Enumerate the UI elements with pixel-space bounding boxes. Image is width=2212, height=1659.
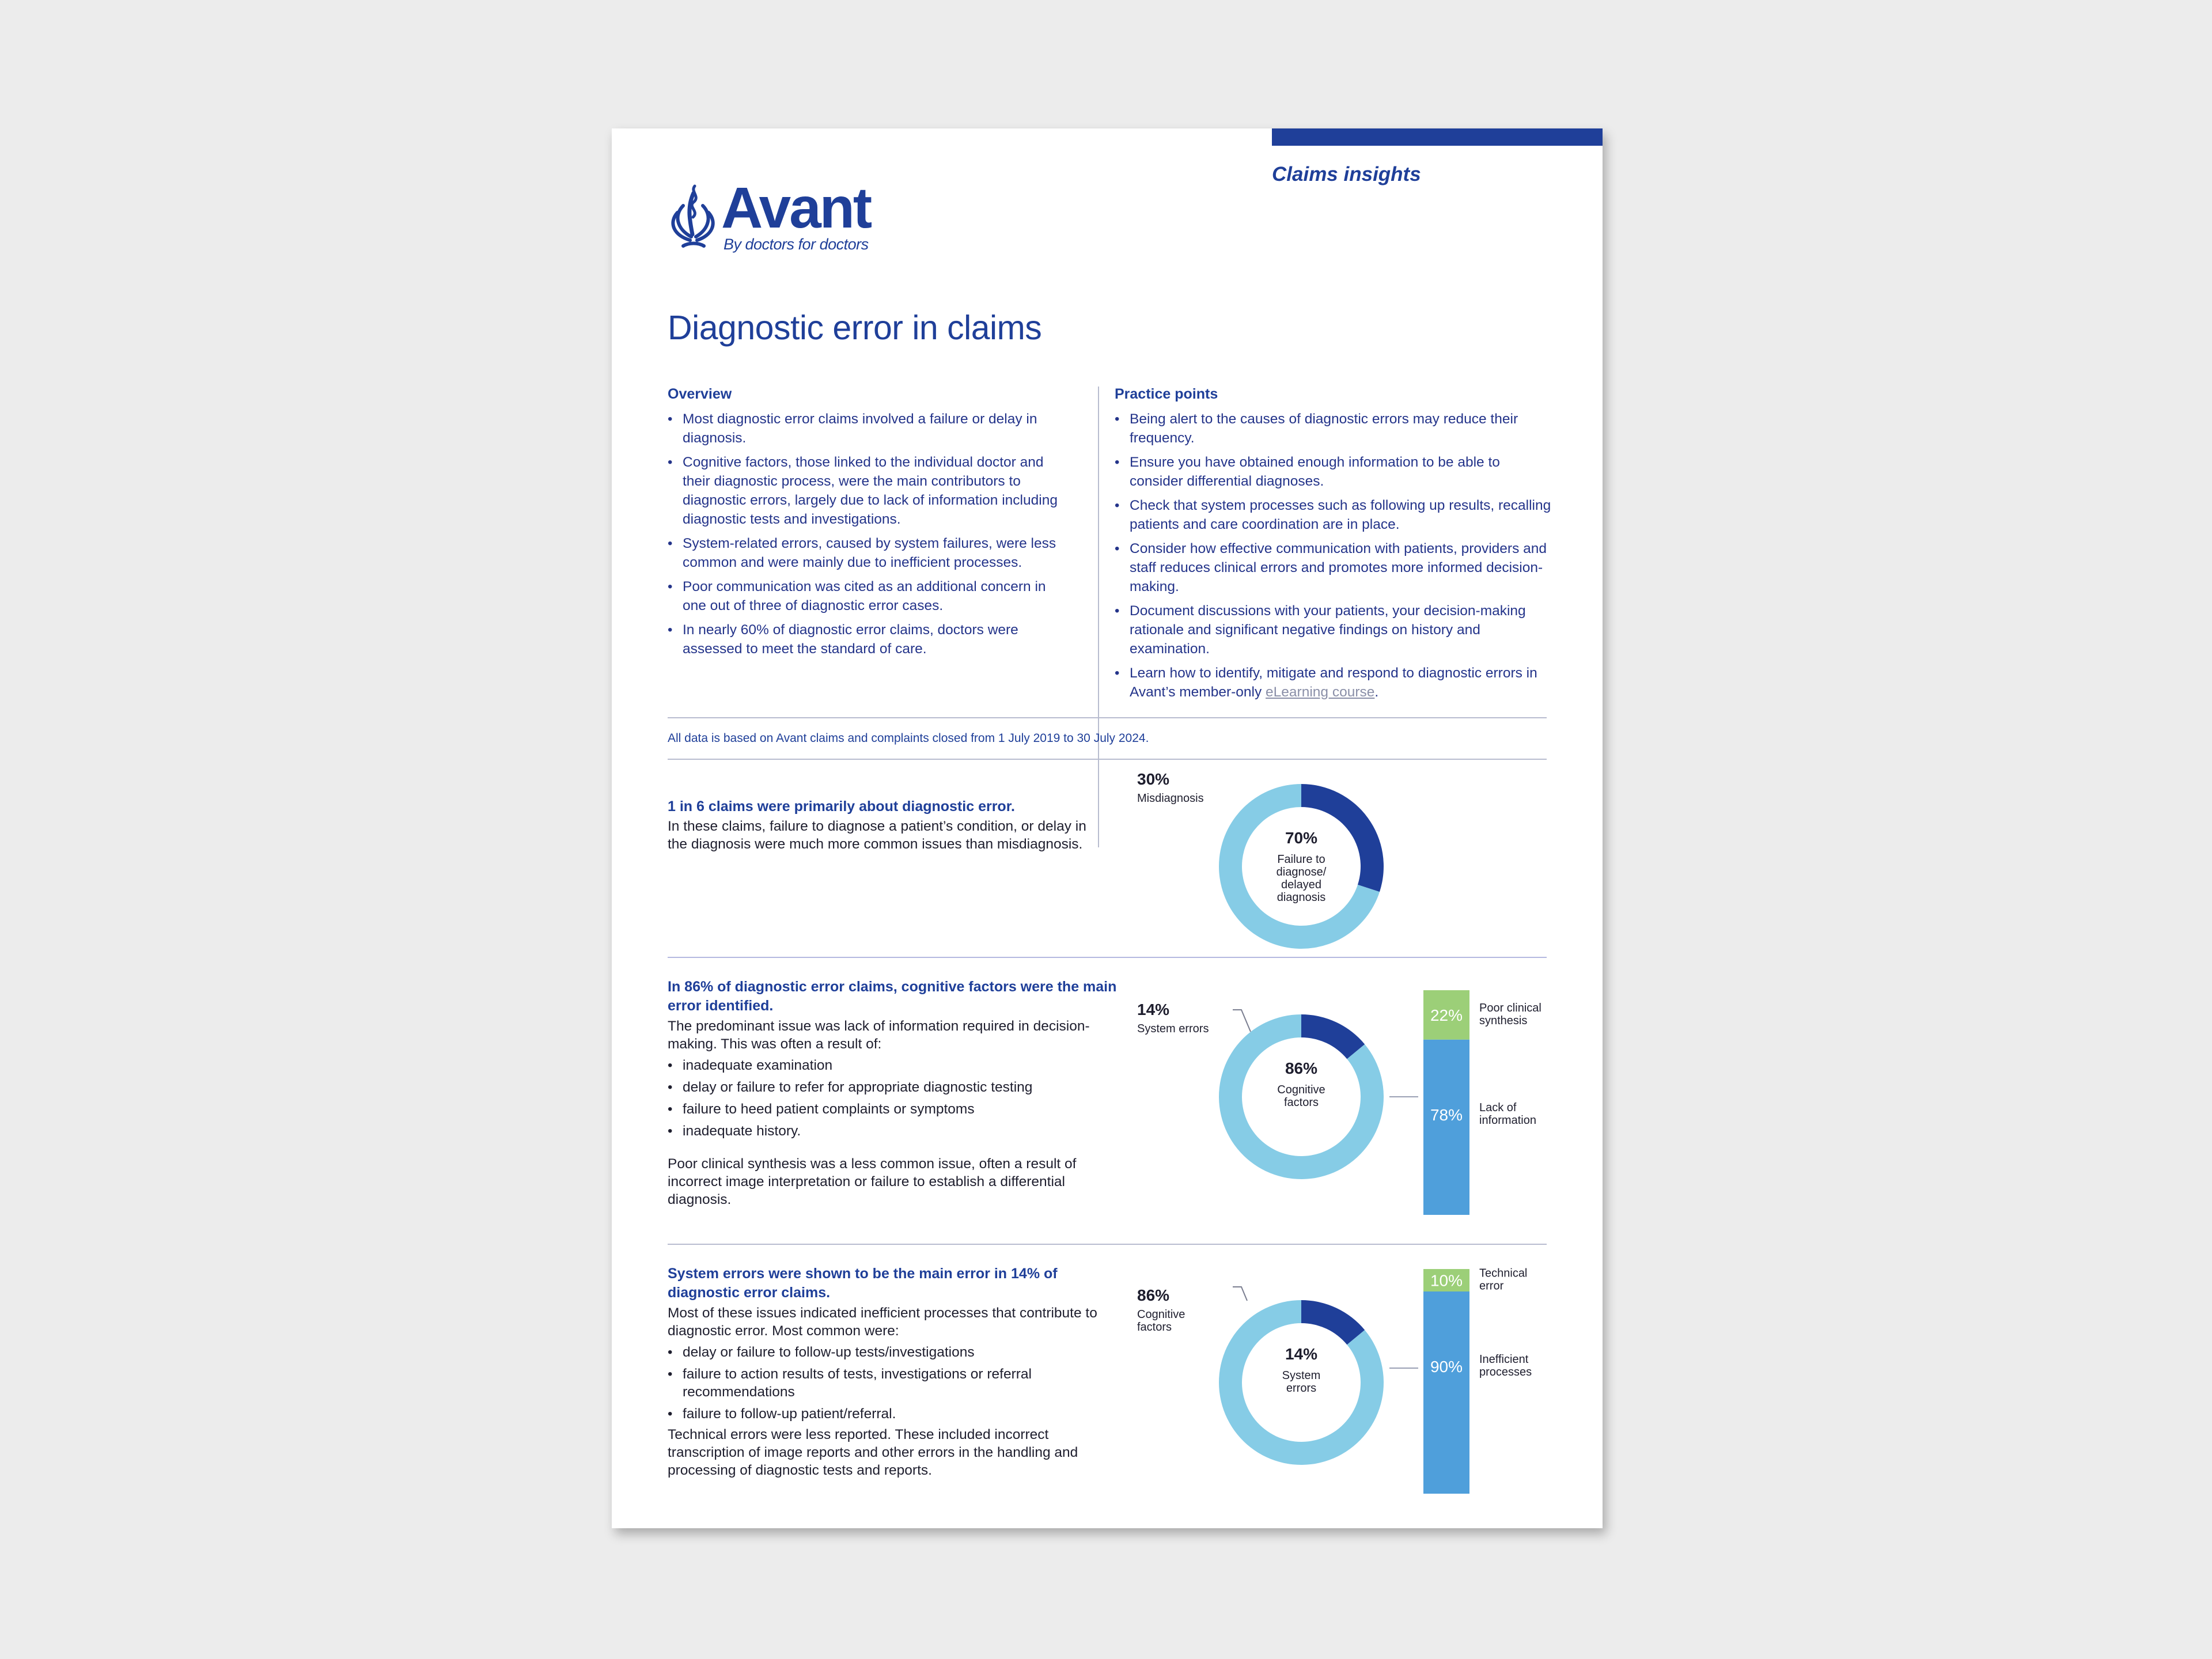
list-item: • In nearly 60% of diagnostic error claims, doctors were assessed to meet the standard of care. bbox=[668, 620, 1071, 658]
donut-center-value: 86% bbox=[1285, 1059, 1318, 1077]
list-item: • Cognitive factors, those linked to the individual doctor and their diagnostic process, were the main contributors to diagnostic errors, largely due to lack of information including diagnostic tests and investigations. bbox=[668, 453, 1071, 529]
section2-heading: In 86% of diagnostic error claims, cognitive factors were the main error identified. bbox=[668, 979, 1117, 1014]
donut-outer-label: factors bbox=[1137, 1321, 1172, 1334]
donut-center-label: errors bbox=[1286, 1382, 1317, 1395]
charts-layer bbox=[612, 128, 1603, 1528]
bar-category-label: error bbox=[1479, 1279, 1504, 1293]
donut-outer-value: 14% bbox=[1137, 1001, 1170, 1018]
donut-center-label: delayed bbox=[1281, 878, 1322, 891]
section3-heading: System errors were shown to be the main error in 14% of diagnostic error claims. bbox=[668, 1266, 1058, 1301]
section1-text: In these claims, failure to diagnose a patient’s condition, or delay in the diagnosis were much more common issues than misdiagnosis. bbox=[668, 819, 1086, 852]
list-item: • delay or failure to follow-up tests/investigations bbox=[668, 1343, 1105, 1361]
section1-heading: 1 in 6 claims were primarily about diagnostic error. bbox=[668, 798, 1015, 815]
list-item: • Ensure you have obtained enough information to be able to consider differential diagnoses. bbox=[1115, 453, 1552, 491]
donut-outer-label: System errors bbox=[1137, 1022, 1209, 1035]
list-item: • failure to heed patient complaints or symptoms bbox=[668, 1100, 1105, 1118]
donut-outer-label: Misdiagnosis bbox=[1137, 792, 1204, 805]
list-item: • Most diagnostic error claims involved a failure or delay in diagnosis. bbox=[668, 410, 1071, 448]
donut-center-label: Cognitive bbox=[1277, 1084, 1325, 1096]
logo-tagline: By doctors for doctors bbox=[724, 236, 869, 253]
donut-center-value: 14% bbox=[1285, 1345, 1318, 1363]
donut-center-label: factors bbox=[1283, 1096, 1319, 1109]
stacked-bar-segment bbox=[1423, 1040, 1469, 1215]
donut-center-label: diagnosis bbox=[1277, 891, 1326, 904]
list-item: • Check that system processes such as following up results, recalling patients and care coordination are in place. bbox=[1115, 496, 1552, 534]
bar-value-label: 90% bbox=[1430, 1358, 1463, 1376]
stacked-bar-segment bbox=[1423, 1291, 1469, 1494]
overview-heading: Overview bbox=[668, 386, 732, 402]
donut-center-label: Failure to bbox=[1277, 853, 1325, 866]
claims-insights-document bbox=[612, 128, 1603, 1528]
practice-heading: Practice points bbox=[1115, 386, 1218, 402]
donut-center-label: diagnose/ bbox=[1276, 866, 1327, 878]
bar-category-label: information bbox=[1479, 1113, 1536, 1127]
section2-outro: Poor clinical synthesis was a less common issue, often a result of incorrect image interpretation or failure to establish a differential diagnosis. bbox=[668, 1156, 1077, 1207]
logo-wordmark: Avant bbox=[721, 176, 871, 240]
section-tag: Claims insights bbox=[1272, 163, 1421, 185]
section2-intro: The predominant issue was lack of information required in decision-making. This was often a result of: bbox=[668, 1018, 1090, 1052]
list-item: • failure to follow-up patient/referral. bbox=[668, 1405, 1105, 1423]
leader-line bbox=[1233, 1287, 1247, 1301]
bar-value-label: 22% bbox=[1430, 1006, 1463, 1024]
donut-center-value: 70% bbox=[1285, 829, 1318, 847]
list-item: • failure to action results of tests, investigations or referral recommendations bbox=[668, 1365, 1105, 1401]
donut-outer-label: Cognitive bbox=[1137, 1308, 1185, 1321]
donut-outer-value: 30% bbox=[1137, 770, 1170, 788]
bar-value-label: 10% bbox=[1430, 1271, 1463, 1290]
data-note: All data is based on Avant claims and complaints closed from 1 July 2019 to 30 July 2024. bbox=[668, 732, 1149, 745]
section3-intro: Most of these issues indicated inefficient processes that contribute to diagnostic error. Most common were: bbox=[668, 1305, 1097, 1339]
list-item: • Poor communication was cited as an additional concern in one out of three of diagnostic error cases. bbox=[668, 577, 1071, 615]
leader-line bbox=[1233, 1010, 1251, 1032]
bar-category-label: Technical bbox=[1479, 1267, 1528, 1280]
list-item: • System-related errors, caused by system failures, were less common and were mainly due to inefficient processes. bbox=[668, 534, 1071, 572]
section3-outro: Technical errors were less reported. These included incorrect transcription of image reports and other errors in the handling and processing of diagnostic tests and reports. bbox=[668, 1427, 1078, 1478]
list-item: • Document discussions with your patients, your decision-making rationale and significant negative findings on history and examination. bbox=[1115, 601, 1552, 658]
list-item: • inadequate examination bbox=[668, 1056, 1105, 1074]
bar-category-label: processes bbox=[1479, 1366, 1532, 1378]
list-item: • delay or failure to refer for appropriate diagnostic testing bbox=[668, 1078, 1105, 1096]
list-item: • Being alert to the causes of diagnostic errors may reduce their frequency. bbox=[1115, 410, 1552, 448]
donut-outer-value: 86% bbox=[1137, 1286, 1170, 1304]
list-item: • inadequate history. bbox=[668, 1122, 1105, 1140]
bar-category-label: Lack of bbox=[1479, 1101, 1517, 1114]
page-title: Diagnostic error in claims bbox=[668, 309, 1042, 347]
bar-category-label: synthesis bbox=[1479, 1014, 1528, 1027]
donut-center-label: System bbox=[1282, 1369, 1321, 1382]
bar-value-label: 78% bbox=[1430, 1105, 1463, 1124]
list-item-text: Learn how to identify, mitigate and respond to diagnostic errors in Avant’s member-only bbox=[1130, 665, 1537, 700]
bar-category-label: Inefficient bbox=[1479, 1353, 1529, 1366]
elearning-course-link[interactable]: eLearning course bbox=[1266, 684, 1375, 700]
list-item-end: . bbox=[1374, 684, 1379, 700]
bar-category-label: Poor clinical bbox=[1479, 1001, 1541, 1014]
list-item: • Consider how effective communication with patients, providers and staff reduces clinical errors and promotes more informed decision-making. bbox=[1115, 539, 1552, 596]
